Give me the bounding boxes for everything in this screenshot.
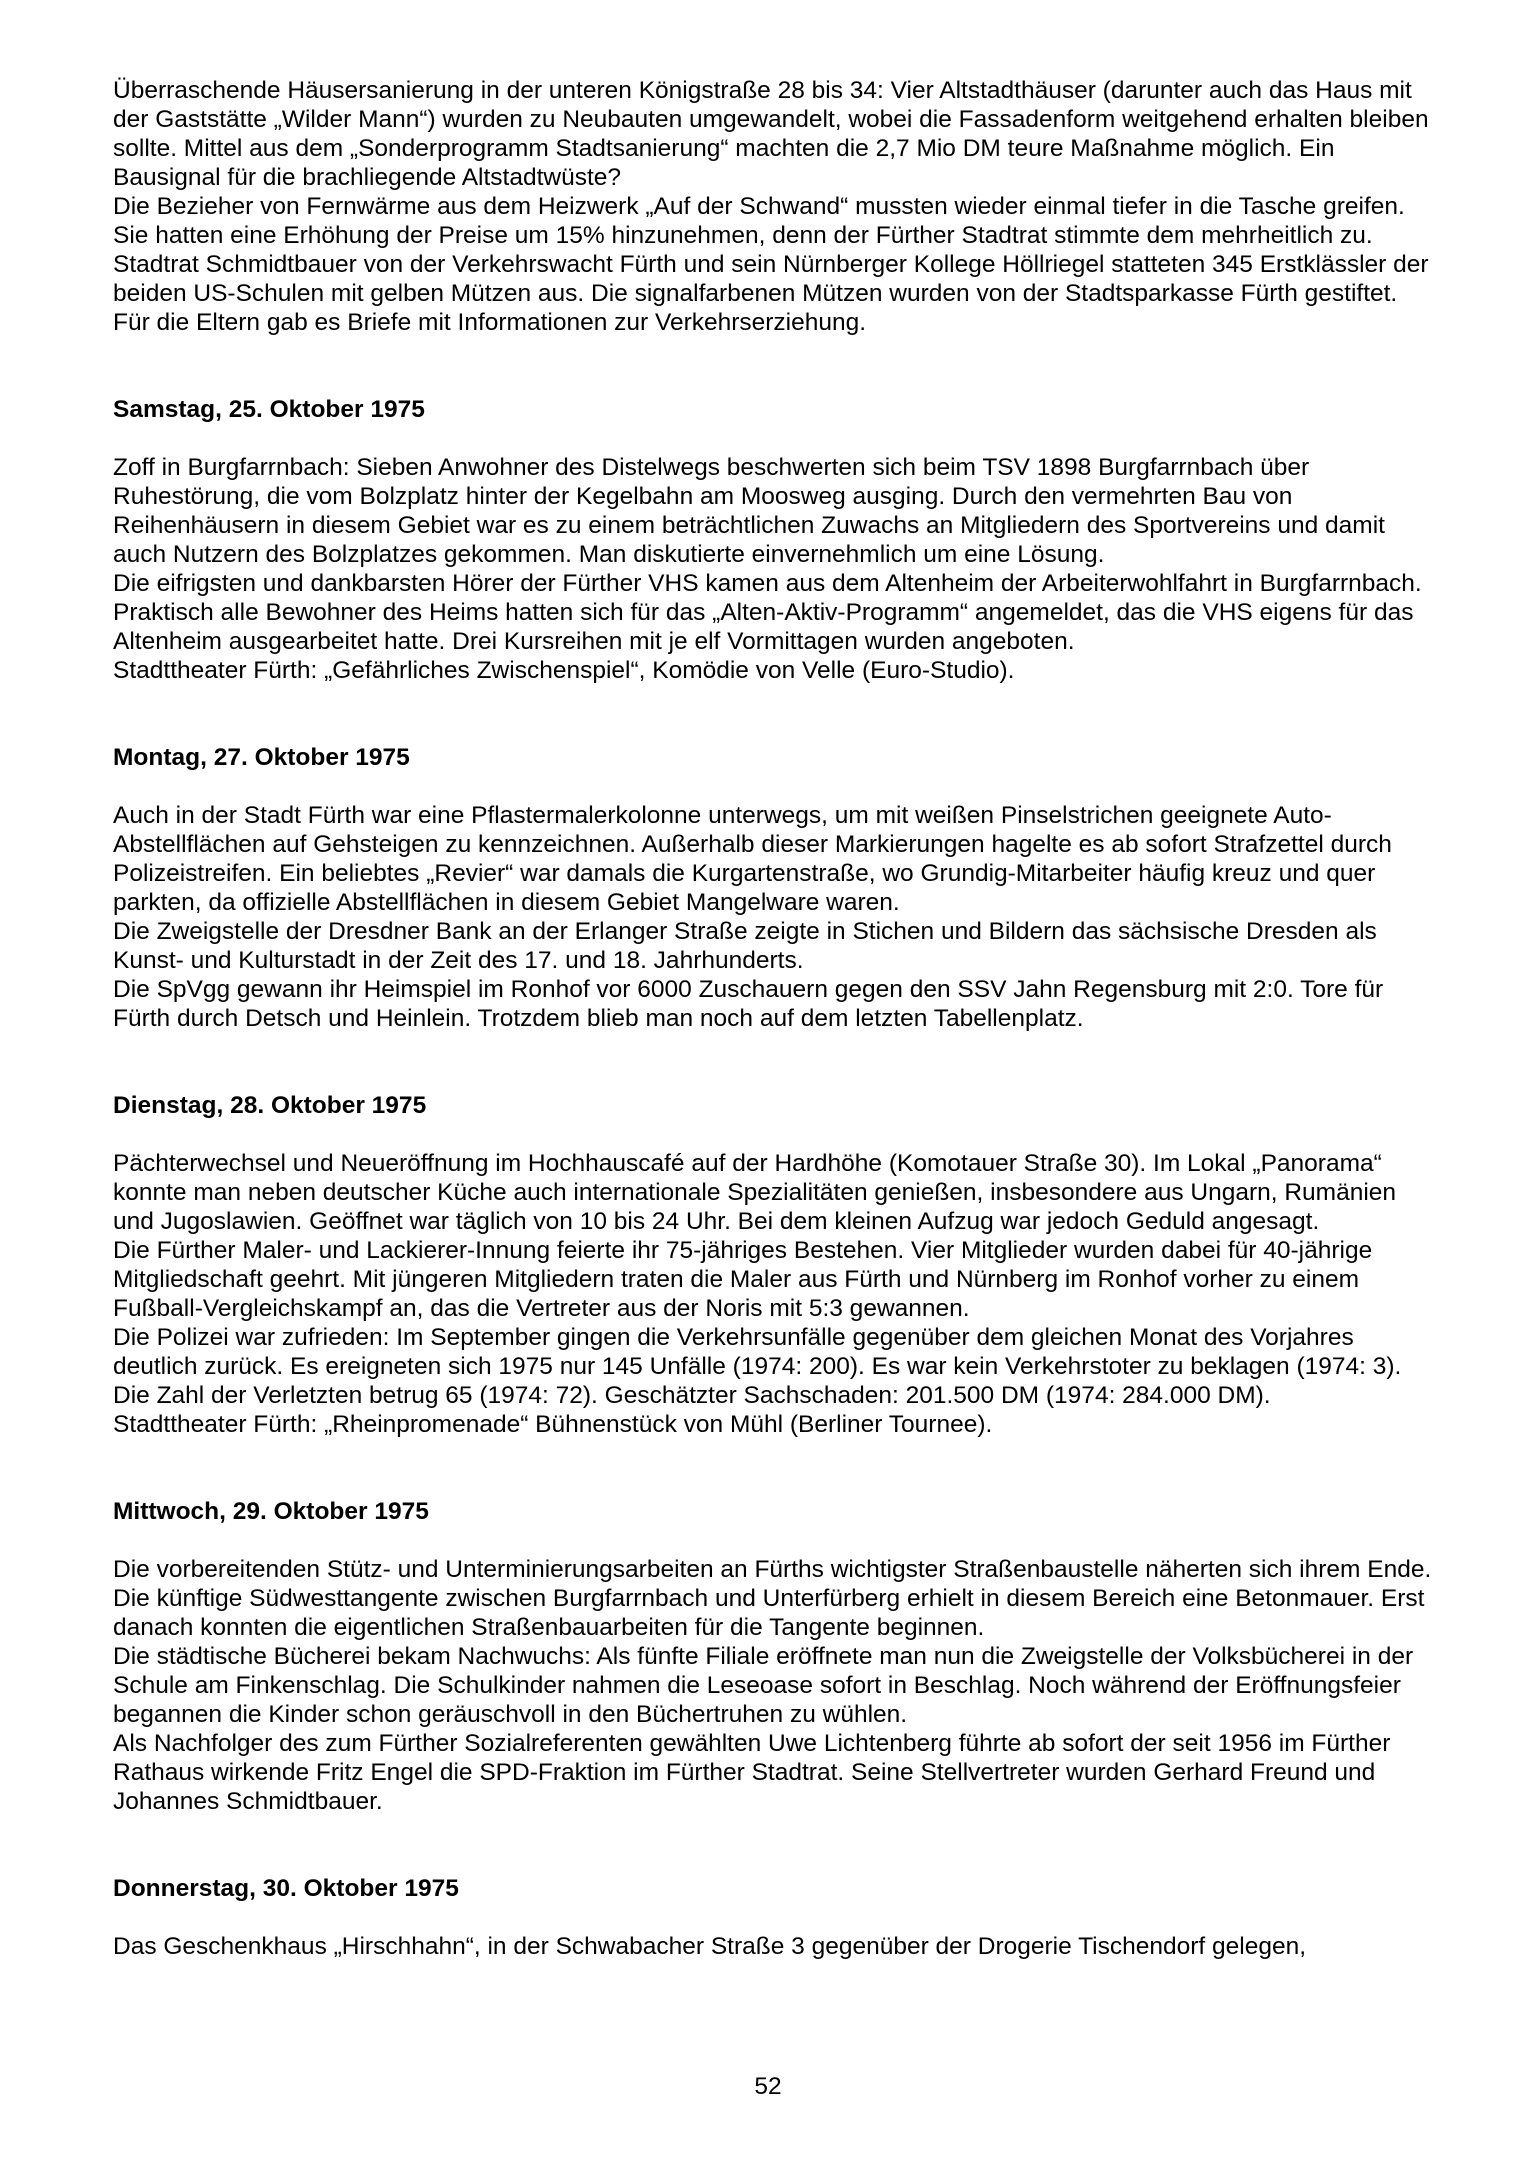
document-content	[113, 76, 1435, 1961]
paragraph: Die SpVgg gewann ihr Heimspiel im Ronhof vor 6000 Zuschauern gegen den SSV Jahn Regensburg mit 2:0. Tore für Fürth durch Detsch und Heinlein. Trotzdem blieb man noch auf dem letzten Tabellenplatz.	[113, 976, 1384, 1032]
paragraph: Die Bezieher von Fernwärme aus dem Heizwerk „Auf der Schwand“ mussten wieder einmal tiefer in die Tasche greifen. Sie hatten eine Erhöhung der Preise um 15% hinzunehmen, denn der Fürther Stadtrat stimmte dem mehrheitlich zu.	[113, 193, 1405, 249]
day-heading: Montag, 27. Oktober 1975	[113, 744, 410, 771]
day-heading: Donnerstag, 30. Oktober 1975	[113, 1875, 459, 1902]
paragraph: Als Nachfolger des zum Fürther Sozialreferenten gewählten Uwe Lichtenberg führte ab sofort der seit 1956 im Fürther Rathaus wirkende Fritz Engel die SPD-Fraktion im Fürther Stadtrat. Seine Stellvertreter wurden Gerhard Freund und Johannes Schmidtbauer.	[113, 1730, 1391, 1815]
paragraph: Überraschende Häusersanierung in der unteren Königstraße 28 bis 34: Vier Altstadthäuser (darunter auch das Haus mit der Gaststätte „Wilder Mann“) wurden zu Neubauten umgewandelt, wobei die Fassadenform weitgehend erhalten bleiben sollte. Mittel aus dem „Sonderprogramm Stadtsanierung“ machten die 2,7 Mio DM teure Maßnahme möglich. Ein Bausignal für die brachliegende Altstadtwüste?	[113, 77, 1429, 191]
paragraph: Die städtische Bücherei bekam Nachwuchs: Als fünfte Filiale eröffnete man nun die Zweigstelle der Volksbücherei in der Schule am Finkenschlag. Die Schulkinder nahmen die Leseoase sofort in Beschlag. Noch während der Eröffnungsfeier begannen die Kinder schon geräuschvoll in den Büchertruhen zu wühlen.	[113, 1643, 1414, 1728]
paragraph: Stadtrat Schmidtbauer von der Verkehrswacht Fürth und sein Nürnberger Kollege Höllriegel statteten 345 Erstklässler der beiden US-Schulen mit gelben Mützen aus. Die signalfarbenen Mützen wurden von der Stadtsparkasse Fürth gestiftet. Für die Eltern gab es Briefe mit Informationen zur Verkehrserziehung.	[113, 251, 1429, 336]
day-heading: Mittwoch, 29. Oktober 1975	[113, 1498, 429, 1525]
paragraph: Die vorbereitenden Stütz- und Unterminierungsarbeiten an Fürths wichtigster Straßenbaustelle näherten sich ihrem Ende. Die künftige Südwesttangente zwischen Burgfarrnbach und Unterfürberg erhielt in diesem Bereich eine Betonmauer. Erst danach konnten die eigentlichen Straßenbauarbeiten für die Tangente beginnen.	[113, 1556, 1432, 1641]
paragraph: Pächterwechsel und Neueröffnung im Hochhauscafé auf der Hardhöhe (Komotauer Straße 30). Im Lokal „Panorama“ konnte man neben deutscher Küche auch internationale Spezialitäten genießen, insbesondere aus Ungarn, Rumänien und Jugoslawien. Geöffnet war täglich von 10 bis 24 Uhr. Bei dem kleinen Aufzug war jedoch Geduld angesagt.	[113, 1150, 1397, 1235]
day-heading: Dienstag, 28. Oktober 1975	[113, 1092, 427, 1119]
page-number: 52	[754, 2073, 782, 2100]
paragraph: Auch in der Stadt Fürth war eine Pflastermalerkolonne unterwegs, um mit weißen Pinselstrichen geeignete Auto-Abstellflächen auf Gehsteigen zu kennzeichnen. Außerhalb dieser Markierungen hagelte es ab sofort Strafzettel durch Polizeistreifen. Ein beliebtes „Revier“ war damals die Kurgartenstraße, wo Grundig-Mitarbeiter häufig kreuz und quer parkten, da offizielle Abstellflächen in diesem Gebiet Mangelware waren.	[113, 802, 1392, 916]
paragraph: Zoff in Burgfarrnbach: Sieben Anwohner des Distelwegs beschwerten sich beim TSV 1898 Burgfarrnbach über Ruhestörung, die vom Bolzplatz hinter der Kegelbahn am Moosweg ausging. Durch den vermehrten Bau von Reihenhäusern in diesem Gebiet war es zu einem beträchtlichen Zuwachs an Mitgliedern des Sportvereins und damit auch Nutzern des Bolzplatzes gekommen. Man diskutierte einvernehmlich um eine Lösung.	[113, 454, 1385, 568]
paragraph: Die Fürther Maler- und Lackierer-Innung feierte ihr 75-jähriges Bestehen. Vier Mitglieder wurden dabei für 40-jährige Mitgliedschaft geehrt. Mit jüngeren Mitgliedern traten die Maler aus Fürth und Nürnberg im Ronhof vorher zu einem Fußball-Vergleichskampf an, das die Vertreter aus der Noris mit 5:3 gewannen.	[113, 1237, 1373, 1322]
paragraph: Die eifrigsten und dankbarsten Hörer der Fürther VHS kamen aus dem Altenheim der Arbeiterwohlfahrt in Burgfarrnbach. Praktisch alle Bewohner des Heims hatten sich für das „Alten-Aktiv-Programm“ angemeldet, das die VHS eigens für das Altenheim ausgearbeitet hatte. Drei Kursreihen mit je elf Vormittagen wurden angeboten.	[113, 570, 1422, 655]
paragraph: Die Polizei war zufrieden: Im September gingen die Verkehrsunfälle gegenüber dem gleichen Monat des Vorjahres deutlich zurück. Es ereigneten sich 1975 nur 145 Unfälle (1974: 200). Es war kein Verkehrstoter zu beklagen (1974: 3). Die Zahl der Verletzten betrug 65 (1974: 72). Geschätzter Sachschaden: 201.500 DM (1974: 284.000 DM).	[113, 1324, 1402, 1409]
paragraph: Die Zweigstelle der Dresdner Bank an der Erlanger Straße zeigte in Stichen und Bildern das sächsische Dresden als Kunst- und Kulturstadt in der Zeit des 17. und 18. Jahrhunderts.	[113, 918, 1377, 974]
paragraph: Das Geschenkhaus „Hirschhahn“, in der Schwabacher Straße 3 gegenüber der Drogerie Tischendorf gelegen,	[113, 1933, 1306, 1960]
paragraph: Stadttheater Fürth: „Rheinpromenade“ Bühnenstück von Mühl (Berliner Tournee).	[113, 1411, 993, 1438]
day-heading: Samstag, 25. Oktober 1975	[113, 396, 425, 423]
paragraph: Stadttheater Fürth: „Gefährliches Zwischenspiel“, Komödie von Velle (Euro-Studio).	[113, 657, 1015, 684]
